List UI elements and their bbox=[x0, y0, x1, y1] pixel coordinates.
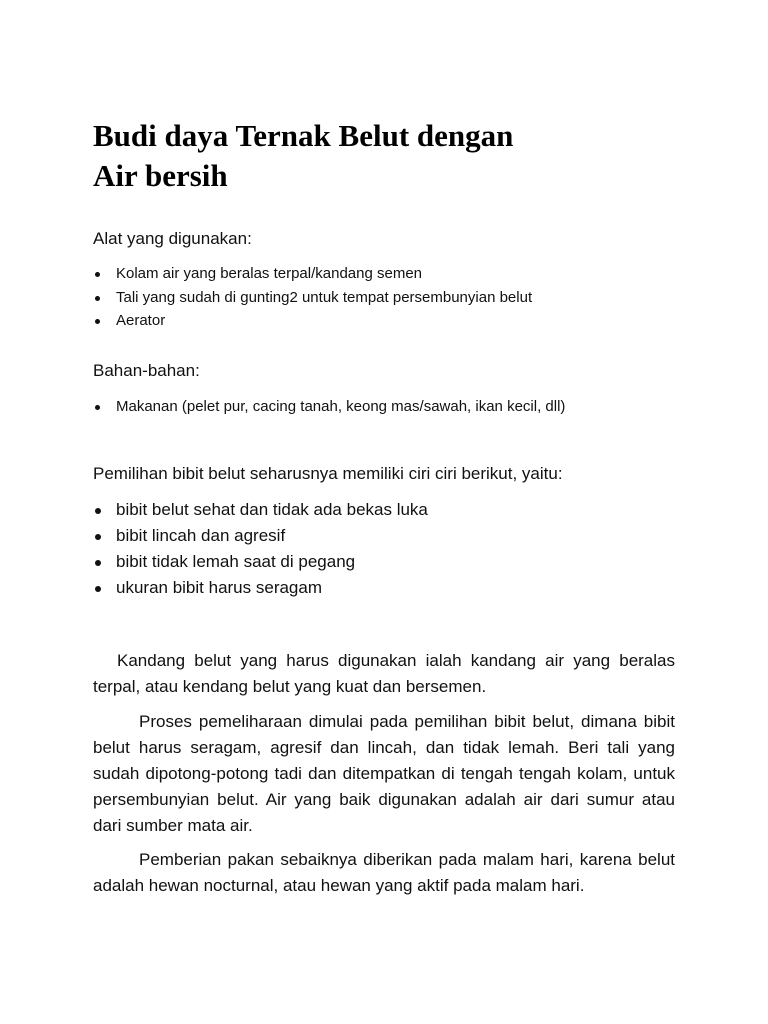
list-item bbox=[93, 395, 565, 419]
paragraph-maintenance: Proses pemeliharaan dimulai pada pemilihan bibit belut, dimana bibit belut harus seragam, agresif dan lincah, dan tidak lemah. Beri tali yang sudah dipotong-potong tadi dan ditempatkan di tengah tengah kolam, untuk persembunyian belut. Air yang baik digunakan adalah air dari sumur atau dari sumber mata air. bbox=[93, 712, 675, 835]
list-item-text: Kolam air yang beralas terpal/kandang semen bbox=[116, 265, 423, 282]
bullet-icon bbox=[95, 405, 100, 410]
list-item-text: Tali yang sudah di gunting2 untuk tempat persembunyian belut bbox=[116, 288, 533, 306]
document-title bbox=[93, 116, 513, 196]
list-item-text: bibit tidak lemah saat di pegang bbox=[116, 552, 356, 571]
list-item bbox=[93, 497, 428, 523]
list-item bbox=[93, 309, 532, 333]
list-item-text: ukuran bibit harus seragam bbox=[116, 578, 323, 597]
selection-heading: Pemilihan bibit belut seharusnya memiliki ciri ciri berikut, yaitu: bbox=[93, 464, 563, 483]
list-item-text: bibit belut sehat dan tidak ada bekas luka bbox=[116, 500, 428, 519]
paragraph-feeding: Pemberian pakan sebaiknya diberikan pada malam hari, karena belut adalah hewan nocturnal, atau hewan yang aktif pada malam hari. bbox=[93, 850, 675, 895]
bullet-icon bbox=[95, 319, 100, 324]
materials-list bbox=[93, 395, 565, 419]
bullet-icon bbox=[95, 560, 101, 566]
list-item bbox=[93, 549, 428, 575]
title-line-2: Air bersih bbox=[93, 158, 228, 193]
list-item bbox=[93, 575, 428, 601]
paragraph-cage: Kandang belut yang harus digunakan ialah kandang air yang beralas terpal, atau kendang belut yang kuat dan bersemen. bbox=[93, 651, 675, 696]
list-item-text: Makanan (pelet pur, cacing tanah, keong mas/sawah, ikan kecil, dll) bbox=[116, 398, 566, 415]
list-item bbox=[93, 286, 532, 310]
list-item-text: Aerator bbox=[116, 312, 166, 329]
tools-list bbox=[93, 262, 532, 333]
materials-heading: Bahan-bahan: bbox=[93, 361, 200, 380]
bullet-icon bbox=[95, 586, 101, 592]
tools-heading: Alat yang digunakan: bbox=[93, 229, 252, 248]
list-item bbox=[93, 262, 532, 286]
bullet-icon bbox=[95, 296, 100, 301]
bullet-icon bbox=[95, 508, 101, 514]
bullet-icon bbox=[95, 534, 101, 540]
list-item bbox=[93, 523, 428, 549]
list-item-text: bibit lincah dan agresif bbox=[116, 526, 286, 545]
title-line-1: Budi daya Ternak Belut dengan bbox=[93, 118, 514, 153]
selection-list bbox=[93, 497, 428, 601]
bullet-icon bbox=[95, 272, 100, 277]
